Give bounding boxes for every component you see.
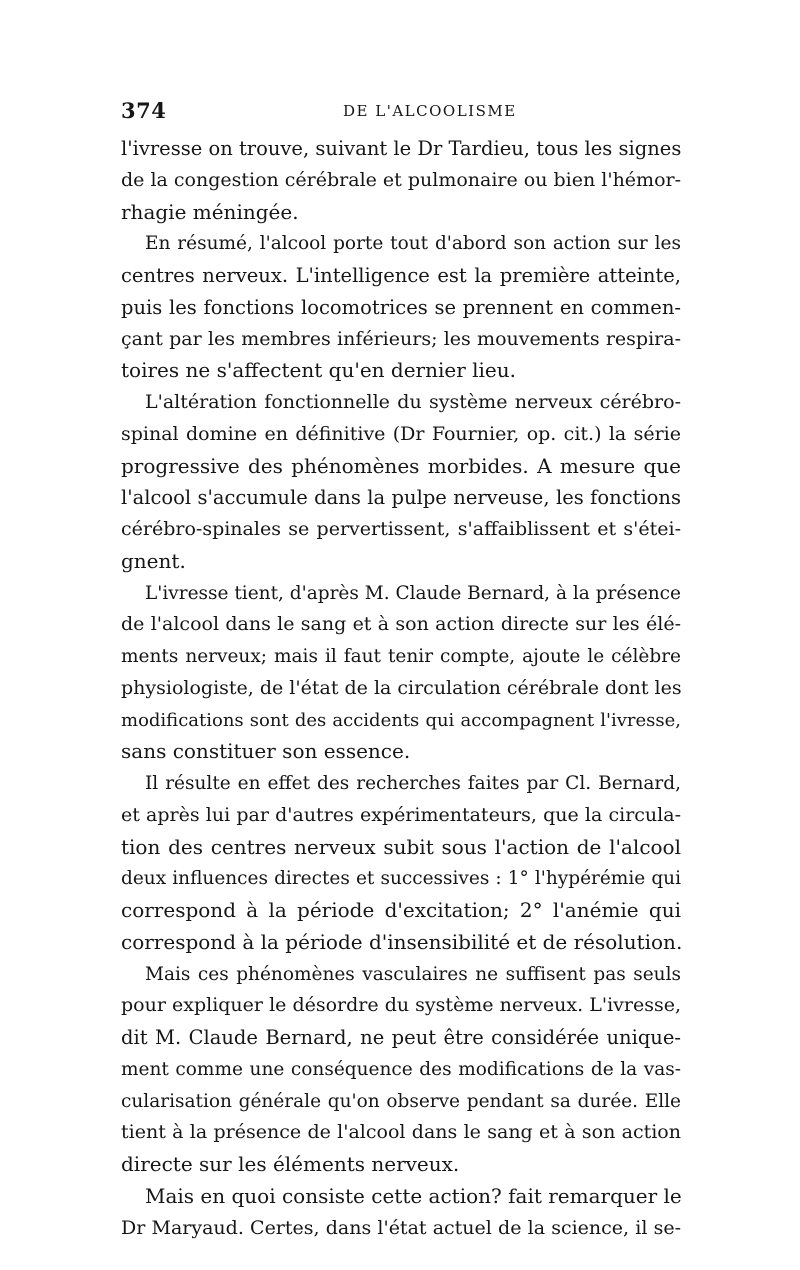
- text-line: directe sur les éléments nerveux.: [121, 1152, 460, 1176]
- text-line: tient à la présence de l'alcool dans le sang et à son action: [121, 1121, 681, 1144]
- text-line: modifications sont des accidents qui accompagnent l'ivresse,: [121, 709, 681, 731]
- text-line: sans constituer son essence.: [121, 739, 411, 764]
- text-line: ment comme une conséquence des modifications de la vas-: [121, 1058, 681, 1080]
- text-line: l'alcool s'accumule dans la pulpe nerveuse, les fonctions: [121, 486, 681, 510]
- text-line: toires ne s'affectent qu'en dernier lieu.: [121, 358, 516, 383]
- text-line: deux influences directes et successives : 1° l'hypérémie qui: [121, 868, 681, 890]
- text-line: çant par les membres inférieurs; les mouvements respira-: [121, 327, 681, 350]
- text-line: correspond à la période d'insensibilité et de résolution.: [121, 929, 683, 954]
- text-line: l'ivresse on trouve, suivant le Dr Tardieu, tous les signes: [121, 137, 682, 160]
- text-line: Dr Maryaud. Certes, dans l'état actuel de la science, il se-: [121, 1216, 681, 1239]
- text-line: de l'alcool dans le sang et à son action directe sur les élé-: [121, 613, 681, 636]
- text-line: dit M. Claude Bernard, ne peut être considérée unique-: [121, 1026, 681, 1049]
- page-header: [121, 98, 681, 126]
- text-line: de la congestion cérébrale et pulmonaire ou bien l'hémor-: [121, 168, 682, 191]
- text-line: Mais en quoi consiste cette action? fait remarquer le: [145, 1183, 682, 1208]
- text-line: gnent.: [121, 548, 186, 573]
- text-line: tion des centres nerveux subit sous l'action de l'alcool: [121, 834, 681, 859]
- text-line: rhagie méningée.: [121, 199, 299, 224]
- text-line: progressive des phénomènes morbides. A mesure que: [121, 453, 681, 478]
- text-line: Il résulte en effet des recherches faites par Cl. Bernard,: [145, 773, 681, 794]
- text-line: pour expliquer le désordre du système nerveux. L'ivresse,: [121, 994, 681, 1017]
- page-number: 374: [121, 98, 167, 123]
- text-line: centres nerveux. L'intelligence est la première atteinte,: [121, 264, 681, 287]
- text-line: ments nerveux; mais il faut tenir compte, ajoute le célèbre: [121, 646, 681, 667]
- text-line: physiologiste, de l'état de la circulation cérébrale dont les: [121, 676, 682, 699]
- text-line: correspond à la période d'excitation; 2° l'anémie qui: [121, 898, 681, 922]
- text-line: cularisation générale qu'on observe pendant sa durée. Elle: [121, 1090, 681, 1112]
- body-text: [121, 133, 681, 1244]
- text-line: L'ivresse tient, d'après M. Claude Bernard, à la présence: [145, 582, 681, 604]
- text-line: En résumé, l'alcool porte tout d'abord son action sur les: [145, 233, 681, 255]
- text-line: spinal domine en définitive (Dr Fournier, op. cit.) la série: [121, 422, 681, 445]
- running-head: DE L'ALCOOLISME: [343, 102, 517, 120]
- text-line: puis les fonctions locomotrices se prennent en commen-: [121, 295, 681, 319]
- text-line: Mais ces phénomènes vasculaires ne suffisent pas seuls: [145, 963, 681, 985]
- text-line: cérébro-spinales se pervertissent, s'affaiblissent et s'étei-: [121, 518, 681, 540]
- text-line: et après lui par d'autres expérimentateurs, que la circula-: [121, 803, 681, 826]
- text-line: L'altération fonctionnelle du système nerveux cérébro-: [145, 391, 681, 413]
